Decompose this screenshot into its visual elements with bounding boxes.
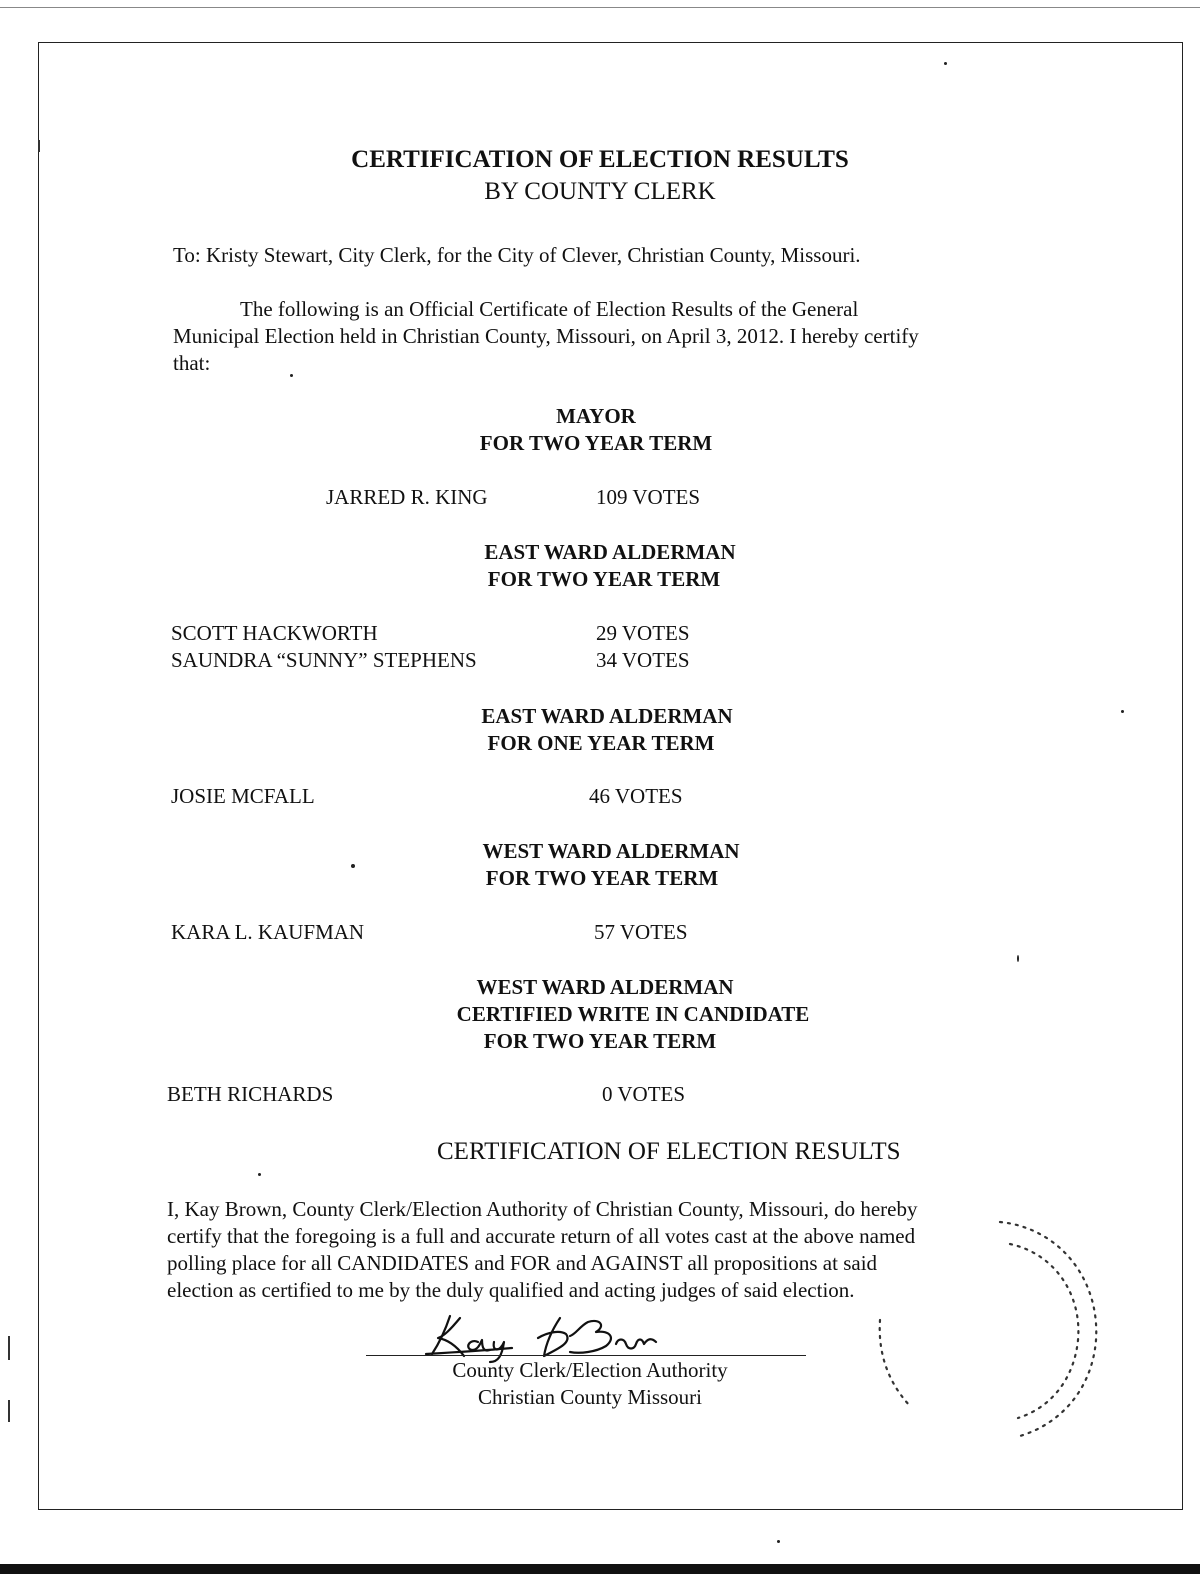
scan-speck xyxy=(290,374,293,377)
intro-line-1: The following is an Official Certificate of Election Results of the General xyxy=(240,297,859,321)
candidate-name: KARA L. KAUFMAN xyxy=(171,920,365,944)
seal-impression xyxy=(860,1210,1120,1450)
scan-speck xyxy=(944,62,947,65)
race-term-one-year: FOR ONE YEAR TERM xyxy=(487,731,715,755)
race-term-two-year: FOR TWO YEAR TERM xyxy=(485,866,719,890)
certification-line-1: I, Kay Brown, County Clerk/Election Authority of Christian County, Missouri, do hereby xyxy=(167,1197,918,1221)
signatory-title: County Clerk/Election Authority xyxy=(452,1358,728,1382)
scan-speck xyxy=(351,864,355,868)
intro-line-2: Municipal Election held in Christian County, Missouri, on April 3, 2012. I hereby certify xyxy=(173,324,919,348)
race-heading-east-ward: EAST WARD ALDERMAN xyxy=(484,540,736,564)
race-heading-write-in: CERTIFIED WRITE IN CANDIDATE xyxy=(456,1002,810,1026)
candidate-votes: 109 VOTES xyxy=(596,485,701,509)
signature-line xyxy=(366,1355,806,1356)
scan-margin-mark xyxy=(8,1336,10,1360)
scan-speck xyxy=(1121,710,1124,713)
certification-line-2: certify that the foregoing is a full and accurate return of all votes cast at the above named xyxy=(167,1224,916,1248)
scan-bottom-edge xyxy=(0,1564,1200,1574)
document-subtitle: BY COUNTY CLERK xyxy=(484,178,716,205)
scan-speck xyxy=(777,1540,780,1543)
race-heading-mayor: MAYOR xyxy=(556,404,636,428)
scan-speck xyxy=(1017,955,1019,962)
certification-line-4: election as certified to me by the duly qualified and acting judges of said election. xyxy=(167,1278,855,1302)
candidate-votes: 0 VOTES xyxy=(602,1082,686,1106)
race-term-two-year: FOR TWO YEAR TERM xyxy=(483,1029,717,1053)
candidate-votes: 57 VOTES xyxy=(594,920,688,944)
certification-heading: CERTIFICATION OF ELECTION RESULTS xyxy=(437,1138,901,1165)
scan-speck xyxy=(258,1173,261,1176)
candidate-name: BETH RICHARDS xyxy=(167,1082,334,1106)
race-term-two-year: FOR TWO YEAR TERM xyxy=(487,567,721,591)
race-heading-east-ward: EAST WARD ALDERMAN xyxy=(481,704,733,728)
intro-line-3: that: xyxy=(173,351,211,375)
candidate-name: JARRED R. KING xyxy=(326,485,488,509)
certification-line-3: polling place for all CANDIDATES and FOR and AGAINST all propositions at said xyxy=(167,1251,878,1275)
candidate-name: SCOTT HACKWORTH xyxy=(171,621,378,645)
candidate-name: JOSIE MCFALL xyxy=(171,784,315,808)
race-heading-west-ward: WEST WARD ALDERMAN xyxy=(476,975,734,999)
candidate-name: SAUNDRA “SUNNY” STEPHENS xyxy=(171,648,477,672)
candidate-votes: 34 VOTES xyxy=(596,648,690,672)
race-term-mayor: FOR TWO YEAR TERM xyxy=(479,431,713,455)
scan-margin-mark xyxy=(8,1400,10,1422)
signatory-location: Christian County Missouri xyxy=(477,1385,703,1409)
scan-top-line xyxy=(0,7,1200,8)
candidate-votes: 29 VOTES xyxy=(596,621,690,645)
candidate-votes: 46 VOTES xyxy=(589,784,683,808)
document-title: CERTIFICATION OF ELECTION RESULTS xyxy=(351,146,849,173)
addressee-line: To: Kristy Stewart, City Clerk, for the City of Clever, Christian County, Missouri. xyxy=(173,243,861,267)
scan-margin-mark xyxy=(38,140,40,152)
race-heading-west-ward: WEST WARD ALDERMAN xyxy=(482,839,740,863)
